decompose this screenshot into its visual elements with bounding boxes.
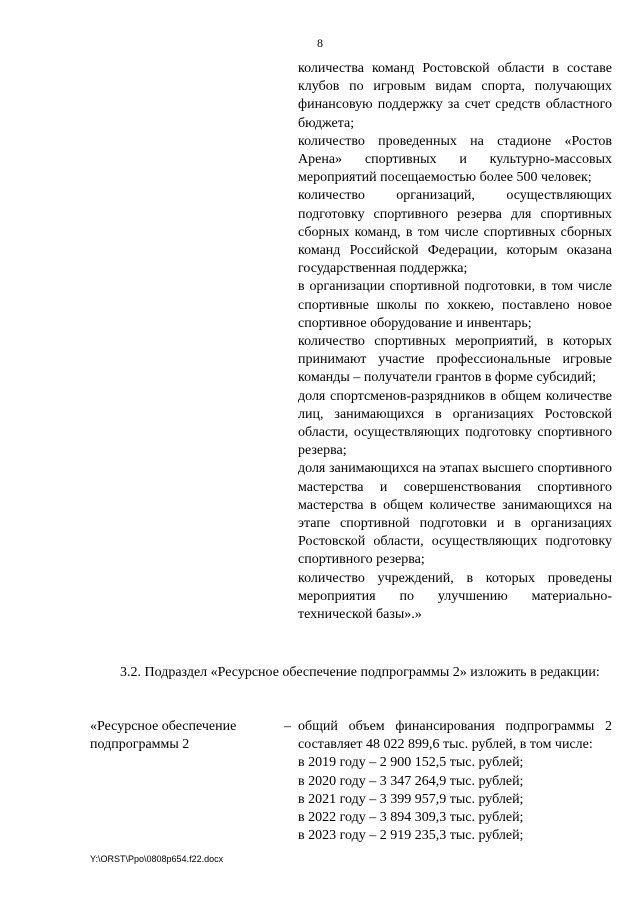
resource-intro: общий объем финансирования подпрограммы 2 составляет 48 022 899,6 тыс. рублей, в том числе: — [298, 719, 612, 753]
resource-label-line: «Ресурсное обеспечение — [90, 719, 237, 734]
indicators-list — [298, 60, 612, 624]
resource-year-line: в 2022 году – 3 894 309,3 тыс. рублей; — [298, 810, 524, 826]
indicator-item: количество проведенных на стадионе «Ростов Арена» спортивных и культурно-массовых мероприятий посещаемостью более 500 человек; — [298, 133, 612, 186]
resource-label-line: подпрограммы 2 — [90, 737, 190, 753]
file-path-footer: Y:\ORST\Ppo\0808p654.f22.docx — [90, 854, 224, 864]
page-number: 8 — [317, 36, 323, 50]
resource-details — [298, 718, 612, 845]
indicator-item: количество спортивных мероприятий, в которых принимают участие профессиональные игровые команды – получатели грантов в форме субсидий; — [298, 334, 612, 386]
indicator-item: доля спортсменов-разрядников в общем количестве лиц, занимающихся в организациях Ростовской области, осуществляющих подготовку спортивного резерва; — [298, 388, 612, 459]
resource-label — [90, 718, 270, 754]
resource-year-line: в 2019 году – 2 900 152,5 тыс. рублей; — [298, 755, 524, 771]
indicator-item: в организации спортивной подготовки, в том числе спортивные школы по хоккею, поставлено новое спортивное оборудование и инвентарь; — [298, 279, 612, 331]
resource-dash: – — [284, 719, 291, 734]
indicator-item: количества команд Ростовской области в составе клубов по игровым видам спорта, получающих финансовую поддержку за счет средств областного бюджета; — [298, 61, 612, 131]
indicator-item: доля занимающихся на этапах высшего спортивного мастерства и совершенствования спортивного мастерства в общем количестве занимающихся на этапе спортивной подготовки и в организациях Ростовской области, осуществляющих подготовку спортивного резерва; — [298, 461, 612, 568]
resource-year-line: в 2021 году – 3 399 957,9 тыс. рублей; — [298, 791, 524, 807]
indicator-item: количество учреждений, в которых проведены мероприятия по улучшению материально-технической базы».» — [298, 570, 612, 623]
resource-year-line: в 2020 году – 3 347 264,9 тыс. рублей; — [298, 773, 524, 789]
indicator-item: количество организаций, осуществляющих подготовку спортивного резерва для спортивных сборных команд, в том числе спортивных сборных команд Российской Федерации, которым оказана государственная поддержка; — [298, 188, 612, 277]
resource-year-line: в 2023 году – 2 919 235,3 тыс. рублей; — [298, 828, 524, 844]
section-heading: 3.2. Подраздел «Ресурсное обеспечение подпрограммы 2» изложить в редакции: — [120, 665, 600, 680]
